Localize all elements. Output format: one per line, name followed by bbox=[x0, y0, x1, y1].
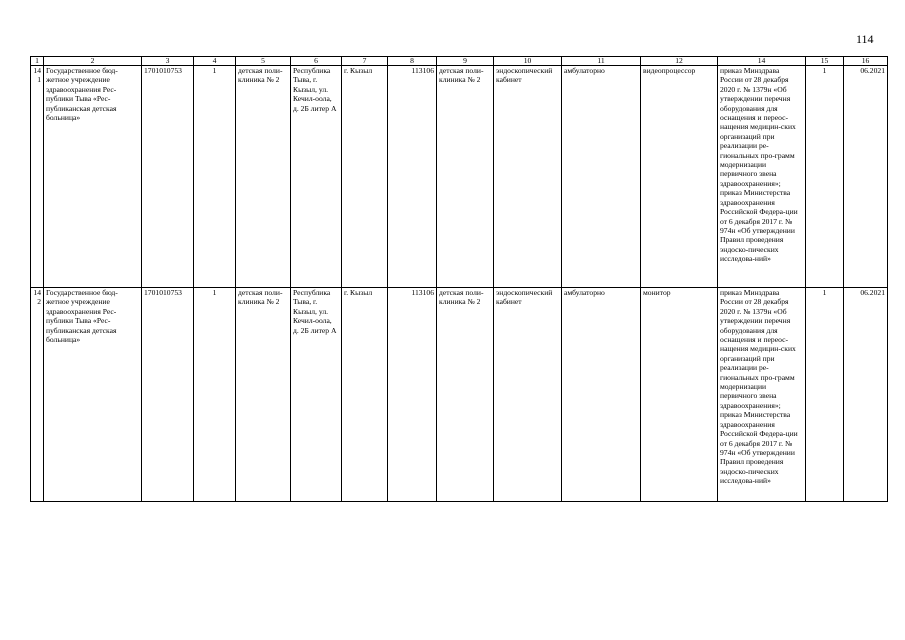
code-cell: 1701010753 bbox=[142, 288, 194, 502]
organization-cell: Государственное бюд-жетное учреждение здравоохранения Рес-публики Тыва «Рес-публиканская детская больница» bbox=[44, 66, 142, 288]
column-header: 10 bbox=[494, 57, 562, 66]
column-header: 3 bbox=[142, 57, 194, 66]
care-type-cell: амбулаторно bbox=[562, 66, 641, 288]
city-cell: г. Кызыл bbox=[342, 66, 388, 288]
row-number: 141 bbox=[31, 66, 44, 288]
equipment-cell: монитор bbox=[641, 288, 718, 502]
organization-cell: Государственное бюд-жетное учреждение здравоохранения Рес-публики Тыва «Рес-публиканская детская больница» bbox=[44, 288, 142, 502]
basis-cell: приказ Минздрава России от 28 декабря 2020 г. № 1379н «Об утверждении перечня оборудования для оснащения и переос-нащения медицин-ских организаций при реализации ре-гиональных про-грамм модернизации первичного звена здравоохранения»; приказ Министерства здравоохранения Российской Федера-ции от 6 декабря 2017 г. № 974н «Об утверждении Правил проведения эндоско-пических исследова-ний» bbox=[718, 66, 806, 288]
column-header: 9 bbox=[437, 57, 494, 66]
equipment-table bbox=[30, 56, 888, 502]
column-header: 15 bbox=[806, 57, 844, 66]
quantity-cell: 1 bbox=[806, 288, 844, 502]
number-cell: 1 bbox=[194, 66, 236, 288]
table-row bbox=[31, 288, 888, 502]
date-cell: 06.2021 bbox=[844, 66, 888, 288]
unit-cell: детская поли-клиника № 2 bbox=[236, 66, 291, 288]
department-cell: детская поли-клиника № 2 bbox=[437, 66, 494, 288]
column-header: 12 bbox=[641, 57, 718, 66]
column-header: 5 bbox=[236, 57, 291, 66]
header-row bbox=[31, 57, 888, 66]
column-header: 7 bbox=[342, 57, 388, 66]
column-header: 6 bbox=[291, 57, 342, 66]
city-cell: г. Кызыл bbox=[342, 288, 388, 502]
address-cell: Республика Тыва, г. Кызыл, ул. Кечил-оола, д. 2Б литер А bbox=[291, 288, 342, 502]
equipment-cell: видеопроцессор bbox=[641, 66, 718, 288]
index-cell: 113106 bbox=[388, 66, 437, 288]
care-type-cell: амбулаторно bbox=[562, 288, 641, 502]
basis-cell: приказ Минздрава России от 28 декабря 2020 г. № 1379н «Об утверждении перечня оборудования для оснащения и переос-нащения медицин-ских организаций при реализации ре-гиональных про-грамм модернизации первичного звена здравоохранения»; приказ Министерства здравоохранения Российской Федера-ции от 6 декабря 2017 г. № 974н «Об утверждении Правил проведения эндоско-пических исследова-ний» bbox=[718, 288, 806, 502]
column-header: 14 bbox=[718, 57, 806, 66]
row-number: 142 bbox=[31, 288, 44, 502]
column-header: 4 bbox=[194, 57, 236, 66]
table-row bbox=[31, 66, 888, 288]
department-cell: детская поли-клиника № 2 bbox=[437, 288, 494, 502]
room-cell: эндоскопический кабинет bbox=[494, 288, 562, 502]
address-cell: Республика Тыва, г. Кызыл, ул. Кечил-оола, д. 2Б литер А bbox=[291, 66, 342, 288]
date-cell: 06.2021 bbox=[844, 288, 888, 502]
unit-cell: детская поли-клиника № 2 bbox=[236, 288, 291, 502]
column-header: 2 bbox=[44, 57, 142, 66]
quantity-cell: 1 bbox=[806, 66, 844, 288]
room-cell: эндоскопический кабинет bbox=[494, 66, 562, 288]
column-header: 1 bbox=[31, 57, 44, 66]
index-cell: 113106 bbox=[388, 288, 437, 502]
code-cell: 1701010753 bbox=[142, 66, 194, 288]
column-header: 16 bbox=[844, 57, 888, 66]
column-header: 11 bbox=[562, 57, 641, 66]
number-cell: 1 bbox=[194, 288, 236, 502]
page-number: 114 bbox=[856, 32, 874, 46]
column-header: 8 bbox=[388, 57, 437, 66]
